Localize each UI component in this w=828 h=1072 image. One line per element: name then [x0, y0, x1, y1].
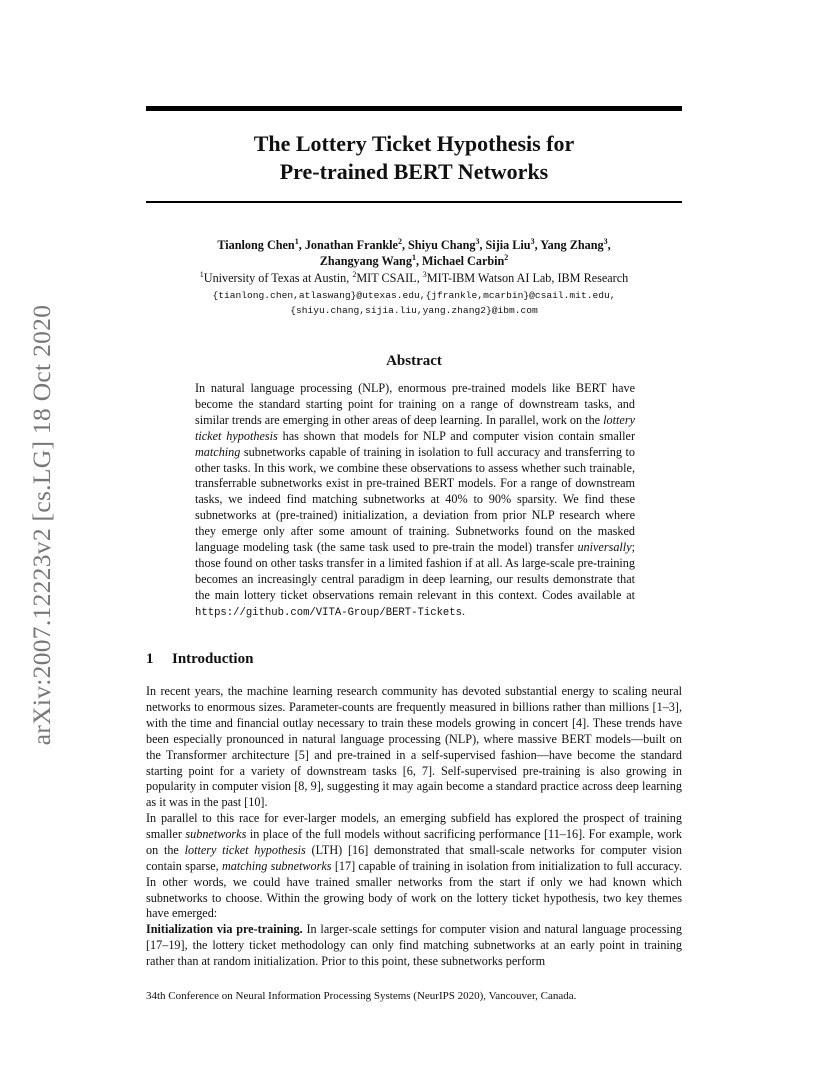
affiliations	[146, 270, 682, 286]
affil-mark: 3	[422, 269, 427, 279]
title-line-1: The Lottery Ticket Hypothesis for	[253, 131, 575, 156]
abstract-emphasis: matching	[195, 444, 241, 459]
affil-mark: 3	[603, 236, 608, 246]
affil-mark: 1	[199, 269, 204, 279]
affiliation: MIT CSAIL,	[356, 271, 423, 285]
abstract-emphasis: lottery ticket hypothesis	[195, 412, 635, 443]
abstract-run: In natural language processing (NLP), enormous pre-trained models like BERT have become the standard starting point for training on a range of downstream tasks, and similar trends are emerging in other areas of deep learning. In parallel, work on the	[195, 381, 635, 427]
section-heading	[146, 651, 253, 668]
author-name: Yang Zhang	[540, 238, 604, 252]
text-run: [17] capable of training in isolation from initialization to full accuracy. In other words, we could have trained smaller networks from the start if only we had known which subnetworks to choose. Within the growing body of work on the lottery ticket hypothesis, two key themes have emerged:	[146, 858, 682, 921]
code-link[interactable]: https://github.com/VITA-Group/BERT-Tickets	[195, 606, 463, 619]
emphasis: matching subnetworks	[221, 858, 332, 873]
email-line-2: {shiyu.chang,sijia.liu,yang.zhang2}@ibm.com	[290, 305, 538, 316]
abstract-run: has shown that models for NLP and computer vision contain smaller	[277, 428, 635, 443]
author-name: Zhangyang Wang	[319, 254, 412, 268]
abstract-run: .	[462, 603, 466, 618]
text-run: (LTH) [16] demonstrated that small-scale networks for computer vision contain sparse,	[146, 842, 683, 873]
affiliation: University of Texas at Austin,	[203, 271, 353, 285]
conference-footer: 34th Conference on Neural Information Processing Systems (NeurIPS 2020), Vancouver, Canada.	[146, 990, 577, 1002]
arxiv-stamp-text: arXiv:2007.12223v2 [cs.LG] 18 Oct 2020	[27, 304, 56, 746]
author-name: Michael Carbin	[422, 254, 505, 268]
email-line-1: {tianlong.chen,atlaswang}@utexas.edu,{jfrankle,mcarbin}@csail.mit.edu,	[212, 290, 616, 301]
affil-mark: 1	[294, 236, 299, 246]
emphasis: lottery ticket hypothesis	[184, 842, 306, 857]
run-in-heading: Initialization via pre-training.	[146, 922, 303, 936]
intro-paragraph-2	[146, 811, 682, 922]
abstract-run: ; those found on other tasks transfer in a limited fashion if at all. As large-scale pre-training becomes an increasingly central paradigm in deep learning, our results demonstrate that the main lottery ticket observations remain relevant in this context. Codes available at	[195, 540, 635, 602]
arxiv-stamp	[22, 290, 62, 760]
author-name: Sijia Liu	[485, 238, 531, 252]
author-name: Jonathan Frankle	[304, 238, 398, 252]
text-run: In parallel to this race for ever-larger models, an emerging subfield has explored the prospect of training smaller	[146, 811, 682, 841]
affil-mark: 3	[530, 236, 535, 246]
section-title: Introduction	[172, 651, 254, 667]
author-list: Tianlong Chen$^1$, Jonathan Frankle$^2$, Shiyu Chang$^3$, Sijia Liu$^3$, Yang Zhang$^3$, Zhangyang Wang$^1$, Michael Carbin$^2$	[217, 236, 611, 268]
author-name: Shiyu Chang	[408, 238, 476, 252]
author-name: Tianlong Chen	[217, 238, 295, 252]
affil-mark: 3	[475, 236, 480, 246]
emphasis: subnetworks	[185, 826, 247, 841]
affil-mark: 2	[504, 252, 509, 262]
abstract-emphasis: universally	[577, 540, 632, 555]
abstract-text	[195, 381, 635, 622]
affil-mark: 2	[397, 236, 402, 246]
intro-paragraph-3	[146, 922, 682, 970]
text-run: In larger-scale settings for computer vision and natural language processing [17–19], the lottery ticket methodology can only find matching subnetworks at an early point in training rather than at random initialization. Prior to this point, these subnetworks perform	[146, 922, 683, 968]
section-number: 1	[146, 651, 154, 667]
affil-mark: 1	[411, 252, 416, 262]
abstract-heading: Abstract	[386, 353, 442, 369]
title-line-2: Pre-trained BERT Networks	[279, 159, 549, 184]
email-block	[146, 288, 682, 318]
paper-title	[146, 130, 682, 186]
affil-mark: 2	[352, 269, 357, 279]
title-rule-top	[146, 106, 682, 111]
text-run: in place of the full models without sacrificing performance [11–16]. For example, work on the	[146, 826, 682, 857]
title-rule-bottom	[146, 201, 682, 203]
affiliation: MIT-IBM Watson AI Lab, IBM Research	[426, 271, 629, 285]
intro-paragraph-1: In recent years, the machine learning research community has devoted substantial energy to scaling neural networks to enormous sizes. Parameter-counts are frequently measured in billions rather than millions [1–3], with the time and financial outlay necessary to train these models growing in concert [4]. These trends have been especially pronounced in natural language processing (NLP), where massive BERT models—built on the Transformer architecture [5] and pre-trained in a self-supervised fashion—have become the standard starting point for a variety of downstream tasks [6, 7]. Self-supervised pre-training is also growing in popularity in computer vision [8, 9], suggesting it may again become a standard practice across deep learning as it was in the past [10].	[146, 684, 682, 810]
abstract-run: subnetworks capable of training in isolation to full accuracy and transferring to other tasks. In this work, we combine these observations to assess whether such trainable, transferrable subnetworks exist in pre-trained BERT models. For a range of downstream tasks, we indeed find matching subnetworks at 40% to 90% sparsity. We find these subnetworks at (pre-trained) initialization, a deviation from prior NLP research where they emerge only after some amount of training. Subnetworks found on the masked language modeling task (the same task used to pre-train the model) transfer	[195, 444, 635, 555]
